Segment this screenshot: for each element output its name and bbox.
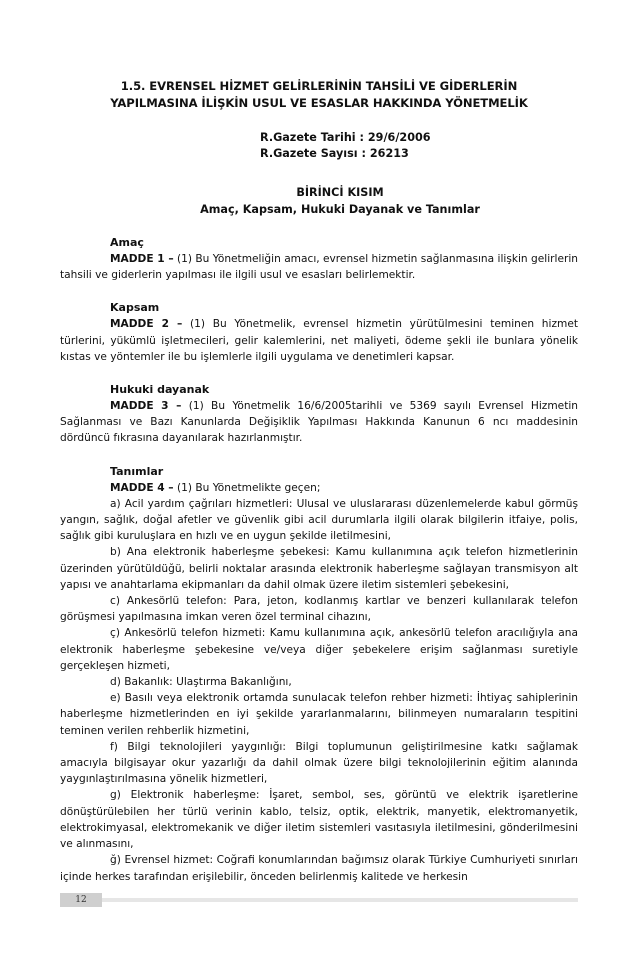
section-hukuki-dayanak — [60, 382, 578, 447]
definition-item: e) Basılı veya elektronik ortamda sunulacak telefon rehber hizmeti: İhtiyaç sahiplerinin haberleşme hizmetlerinden en iyi şekilde yararlanmalarını, bilinmeyen numaraların tespitini teminen verilen rehberlik hizmetini, — [60, 692, 578, 737]
gazette-date: R.Gazete Tarihi : 29/6/2006 — [260, 131, 431, 144]
footer-rule — [102, 898, 578, 902]
definition-item: a) Acil yardım çağrıları hizmetleri: Ulusal ve uluslararası düzenlemelerde kabul görmüş yangın, sağlık, doğal afetler ve güvenlik gibi acil durumlarla ilgili olarak bilgilerin itfaiye, polis, sağlık gibi kuruluşlara en hızlı ve en uygun şekilde iletilmesini, — [60, 497, 578, 543]
definition-item: f) Bilgi teknolojileri yaygınlığı: Bilgi toplumunun geliştirilmesine katkı sağlamak amacıyla bilgisayar okur yazarlığı da dahil olmak üzere bilgi teknolojilerinin eğitim alanında yaygınlaştırılmasına yönelik hizmetleri, — [60, 740, 578, 786]
definition-item: d) Bakanlık: Ulaştırma Bakanlığını, — [110, 676, 292, 689]
definition-item: ğ) Evrensel hizmet: Coğrafi konumlarından bağımsız olarak Türkiye Cumhuriyeti sınırları içinde herkes tarafından erişilebilir, önceden belirlenmiş kalitede ve herkesin — [60, 854, 578, 883]
part-title: BİRİNCİ KISIM — [296, 186, 384, 199]
article-text: (1) Bu Yönetmelik 16/6/2005tarihli ve 5369 sayılı Evrensel Hizmetin Sağlanması ve Bazı Kanunlarda Değişiklik Yapılması Hakkında Kanunun 6 ncı maddesinin dördüncü fıkrasına dayanılarak hazırlanmıştır. — [60, 400, 578, 445]
article-paragraph — [60, 251, 578, 283]
article-label: MADDE 1 – — [110, 253, 174, 265]
document-title — [60, 78, 578, 112]
article-label: MADDE 3 – — [110, 400, 182, 413]
section-heading: Kapsam — [110, 301, 160, 315]
article-text: (1) Bu Yönetmelik, evrensel hizmetin yürütülmesini teminen hizmet türlerini, yükümlü işletmecileri, gelir kalemlerini, net maliyeti, ödeme şekli ile bunlara yönelik kıstas ve yöntemler ile bu işlemlerle ilgili uygulama ve denetimleri kapsar. — [60, 318, 579, 363]
article-text: (1) Bu Yönetmelikte geçen; — [173, 481, 321, 494]
article-paragraph — [60, 398, 578, 447]
section-amac — [60, 235, 578, 283]
definition-item: g) Elektronik haberleşme: İşaret, sembol, ses, görüntü ve elektrik işaretlerine dönüştürülebilen her türlü verinin kablo, telsiz, optik, elektrik, manyetik, elektromanyetik, elektrokimyasal, elektromekanik ve diğer iletim sistemleri vasıtasıyla iletilmesini, gönderilmesini ve alınmasını, — [60, 789, 578, 851]
title-line-2: YAPILMASINA İLİŞKİN USUL VE ESASLAR HAKKINDA YÖNETMELİK — [110, 96, 528, 110]
section-heading: Tanımlar — [110, 464, 164, 478]
section-heading: Hukuki dayanak — [110, 383, 210, 397]
article-label: MADDE 2 – — [110, 318, 183, 331]
page-footer — [60, 893, 578, 907]
part-heading — [60, 184, 578, 218]
definition-item: b) Ana elektronik haberleşme şebekesi: Kamu kullanımına açık telefon hizmetlerinin üzerinden yürütüldüğü, belirli noktalar arasında elektronik haberleşme sağlayan transmisyon alt yapısı ve anahtarlama ekipmanları da dahil olmak üzere iletim sistemleri şebekesini, — [60, 546, 578, 591]
page-number: 12 — [60, 893, 102, 907]
section-heading: Amaç — [110, 236, 144, 249]
definition-item: ç) Ankesörlü telefon hizmeti: Kamu kullanımına açık, ankesörlü telefon aracılığıyla ana elektronik haberleşme şebekesine ve/veya diğer şebekelere erişim sağlanması suretiyle gerçekleşen hizmeti, — [60, 627, 578, 672]
part-subtitle: Amaç, Kapsam, Hukuki Dayanak ve Tanımlar — [200, 203, 480, 216]
article-paragraph — [60, 480, 578, 496]
title-line-1: 1.5. EVRENSEL HİZMET GELİRLERİNİN TAHSİLİ VE GİDERLERİN — [120, 79, 518, 93]
section-tanimlar — [60, 464, 578, 885]
article-text: (1) Bu Yönetmeliğin amacı, evrensel hizmetin sağlanmasına ilişkin gelirlerin tahsili ve giderlerin yapılması ile ilgili usul ve esasları belirlemektir. — [60, 253, 578, 282]
gazette-number: R.Gazete Sayısı : 26213 — [260, 147, 409, 160]
definition-item: c) Ankesörlü telefon: Para, jeton, kodlanmış kartlar ve benzeri kullanılarak telefon görüşmesi yapılmasına imkan veren özel terminal cihazını, — [60, 595, 578, 624]
gazette-info — [60, 130, 578, 162]
document-page — [60, 78, 578, 902]
article-label: MADDE 4 – — [110, 481, 174, 494]
section-kapsam — [60, 300, 578, 365]
article-paragraph — [60, 316, 578, 365]
